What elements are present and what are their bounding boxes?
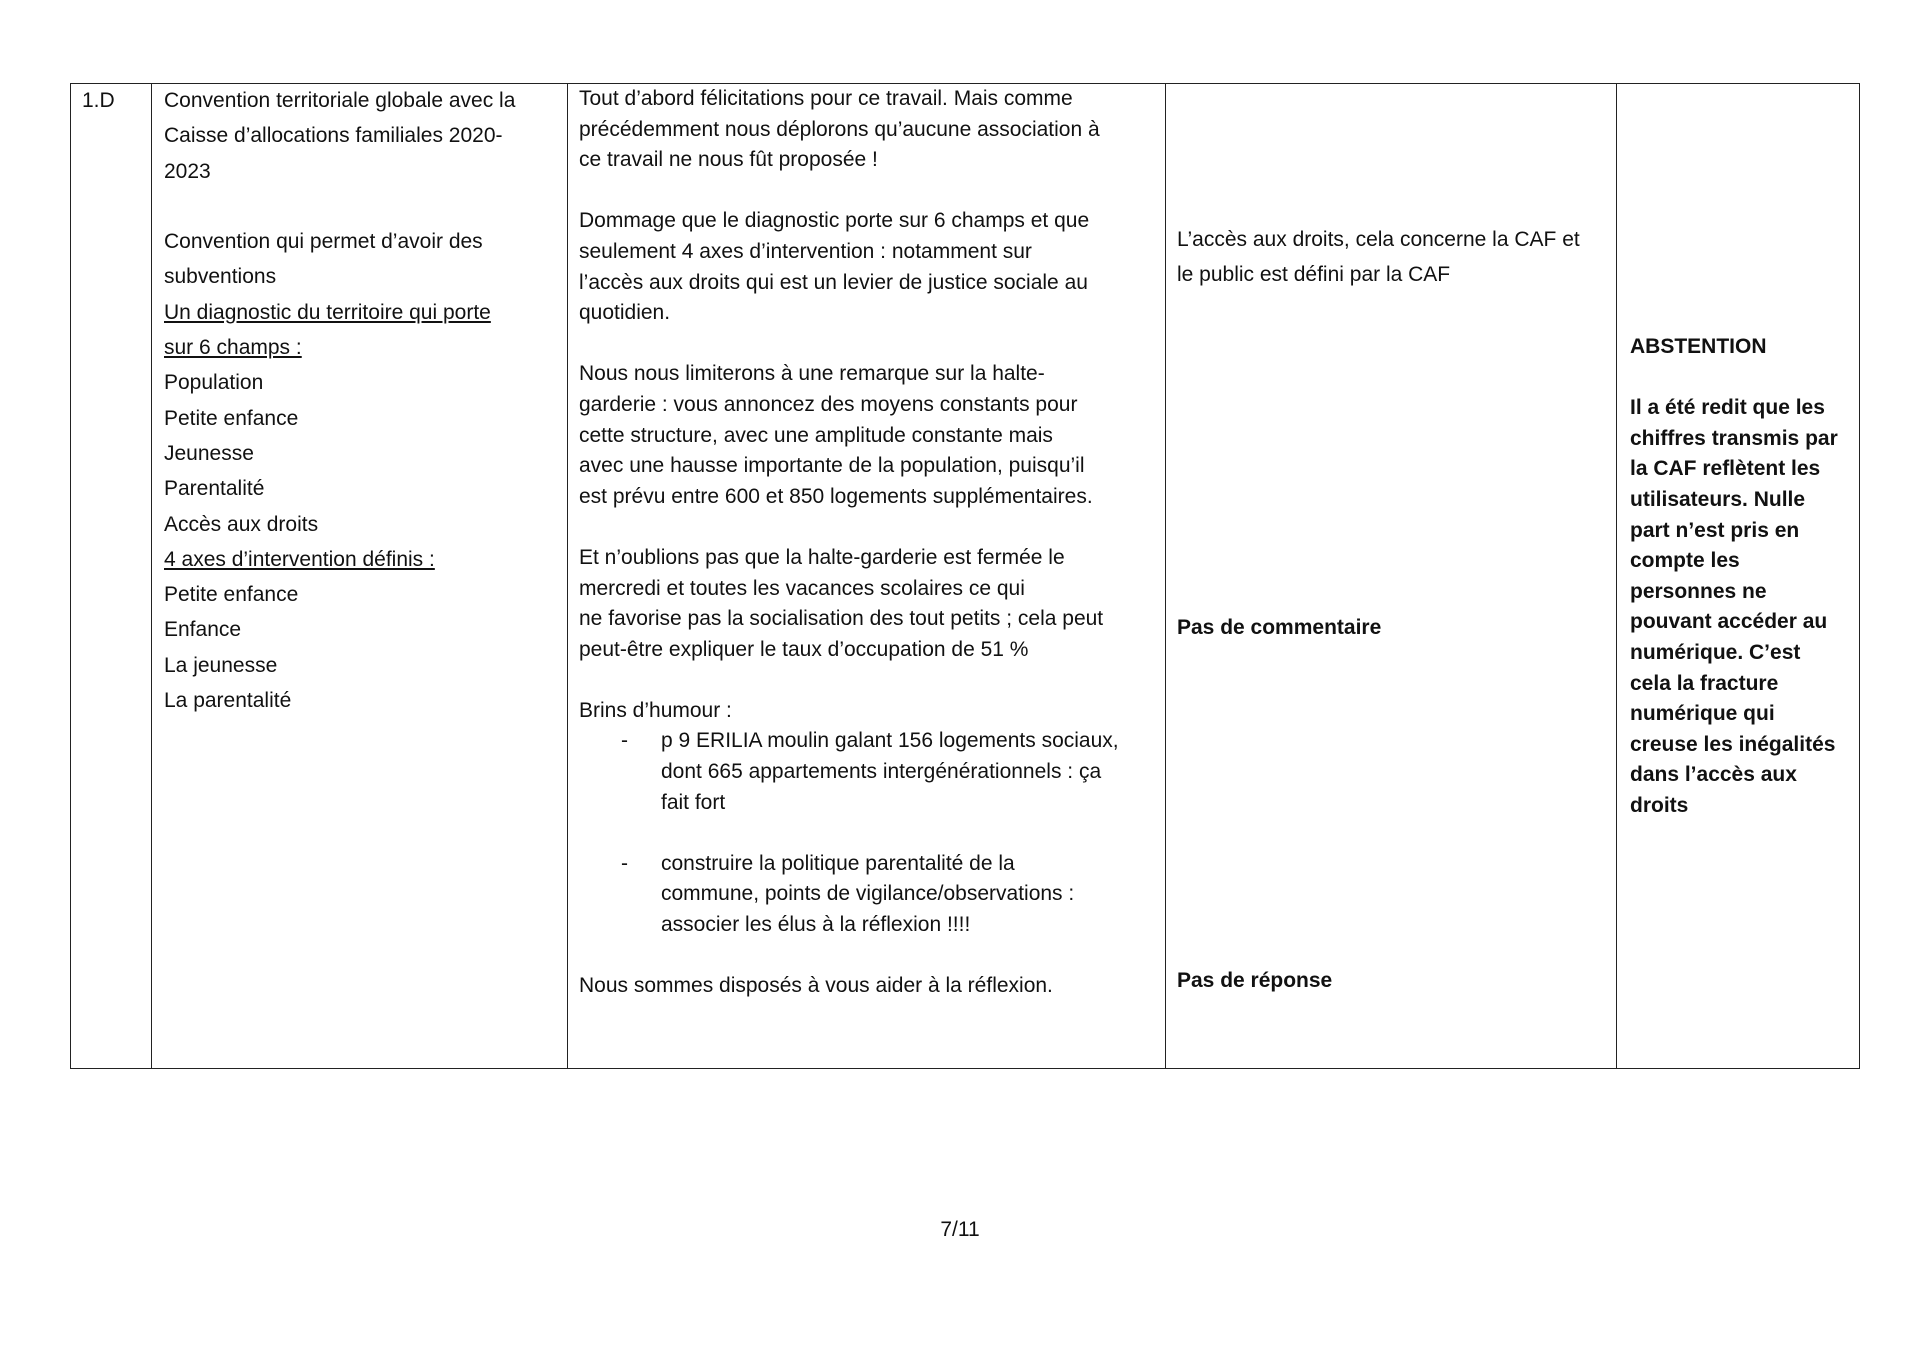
text-line [1630, 699, 1838, 730]
vote-cell [1630, 332, 1838, 822]
text-line [1630, 546, 1838, 577]
text-line [579, 941, 1119, 972]
line-text: la CAF reflètent les [1630, 457, 1821, 481]
text-line [164, 507, 515, 542]
line-text: Il a été redit que les [1630, 396, 1825, 420]
line-text: mercredi et toutes les vacances scolaires ce qui [579, 576, 1025, 600]
line-text: droits [1630, 793, 1689, 817]
no-comment-text: Pas de commentaire [1177, 616, 1382, 639]
text-line [1630, 760, 1838, 791]
line-text: Brins d’humour : [579, 698, 732, 722]
text-line [164, 118, 515, 153]
line-text: Jeunesse [164, 441, 254, 465]
line-text: cela la fracture [1630, 671, 1779, 695]
answer-no-comment [1177, 610, 1381, 645]
text-line [579, 176, 1119, 207]
line-text: précédemment nous déplorons qu’aucune association à [579, 117, 1100, 141]
column-divider [567, 83, 568, 1069]
text-line [164, 295, 515, 330]
line-text: Nous sommes disposés à vous aider à la réflexion. [579, 974, 1053, 998]
text-line [1630, 454, 1838, 485]
text-line [579, 971, 1119, 1002]
line-text: Enfance [164, 618, 242, 642]
line-text: Parentalité [164, 477, 265, 501]
row-id-cell [82, 83, 115, 118]
line-text: Convention territoriale globale avec la [164, 89, 516, 112]
line-text: La jeunesse [164, 653, 278, 677]
text-line [579, 543, 1119, 574]
text-line [579, 849, 1119, 880]
text-line [579, 390, 1119, 421]
line-text: avec une hausse importante de la population, puisqu’il [579, 454, 1085, 478]
line-text [579, 332, 585, 355]
text-line [579, 910, 1119, 941]
text-line [164, 683, 515, 718]
line-text: ABSTENTION [1630, 335, 1767, 358]
column-divider [1165, 83, 1166, 1069]
line-text: associer les élus à la réflexion !!!! [661, 913, 971, 937]
line-text: subventions [164, 265, 277, 289]
text-line [579, 726, 1119, 757]
bullet-dash: - [621, 851, 628, 875]
text-line [579, 635, 1119, 666]
row-id: 1.D [82, 89, 115, 112]
remarks-cell [579, 84, 1119, 1002]
line-text: Et n’oublions pas que la halte-garderie est fermée le [579, 545, 1065, 569]
text-line [579, 788, 1119, 819]
line-text: part n’est pris en [1630, 518, 1800, 542]
text-line [579, 359, 1119, 390]
text-line [579, 421, 1119, 452]
text-line [579, 268, 1119, 299]
line-text: 2023 [164, 159, 211, 183]
text-line [579, 696, 1119, 727]
bullet-dash: - [621, 729, 628, 753]
line-text: compte les [1630, 549, 1740, 573]
line-text: chiffres transmis par [1630, 426, 1838, 450]
text-line [579, 329, 1119, 360]
text-line [579, 451, 1119, 482]
line-text: garderie : vous annoncez des moyens constants pour [579, 392, 1078, 416]
line-text: Un diagnostic du territoire qui porte [164, 300, 491, 324]
text-line [164, 224, 515, 259]
text-line [164, 259, 515, 294]
text-line [579, 665, 1119, 696]
text-line [1630, 485, 1838, 516]
line-text [579, 515, 585, 538]
text-line [579, 84, 1119, 115]
text-line [164, 189, 515, 224]
text-line [164, 365, 515, 400]
line-text: La parentalité [164, 689, 292, 713]
text-line [579, 574, 1119, 605]
text-line [164, 542, 515, 577]
text-line [164, 471, 515, 506]
text-line [1630, 638, 1838, 669]
line-text: creuse les inégalités [1630, 732, 1836, 756]
line-text: Nous nous limiterons à une remarque sur la halte- [579, 362, 1045, 386]
answer-access-rights [1177, 222, 1580, 293]
text-line [579, 206, 1119, 237]
line-text: Population [164, 371, 264, 395]
line-text: p 9 ERILIA moulin galant 156 logements sociaux, [661, 729, 1119, 753]
line-text: l’accès aux droits qui est un levier de justice sociale au [579, 270, 1088, 294]
line-text: personnes ne [1630, 579, 1767, 603]
line-text [579, 179, 585, 202]
line-text: Accès aux droits [164, 512, 319, 536]
line-text [1630, 366, 1636, 389]
line-text: numérique qui [1630, 702, 1775, 726]
line-text: Convention qui permet d’avoir des [164, 230, 483, 254]
line-text: 4 axes d’intervention définis : [164, 547, 435, 571]
text-line [164, 330, 515, 365]
line-text: utilisateurs. Nulle [1630, 487, 1806, 511]
text-line [164, 154, 515, 189]
text-line [579, 145, 1119, 176]
line-text: est prévu entre 600 et 850 logements supplémentaires. [579, 484, 1093, 508]
text-line [1630, 730, 1838, 761]
line-text: commune, points de vigilance/observations : [661, 882, 1075, 906]
text-line [164, 401, 515, 436]
line-text: ce travail ne nous fût proposée ! [579, 148, 878, 172]
line-text: peut-être expliquer le taux d’occupation de 51 % [579, 637, 1029, 661]
text-line [579, 237, 1119, 268]
text-line [1630, 669, 1838, 700]
line-text: seulement 4 axes d’intervention : notamment sur [579, 239, 1032, 263]
line-text [579, 944, 585, 967]
line-text: dont 665 appartements intergénérationnels : ça [661, 760, 1102, 784]
line-text: ne favorise pas la socialisation des tout petits ; cela peut [579, 607, 1104, 631]
no-response-text: Pas de réponse [1177, 969, 1333, 992]
text-line [579, 512, 1119, 543]
line-text: Caisse d’allocations familiales 2020- [164, 124, 503, 148]
line-text: Tout d’abord félicitations pour ce travail. Mais comme [579, 87, 1073, 110]
text-line [1630, 332, 1838, 363]
column-divider [1616, 83, 1617, 1069]
line-text: fait fort [661, 790, 726, 814]
line-text: dans l’accès aux [1630, 763, 1797, 787]
answer-no-response [1177, 963, 1332, 998]
text-line [579, 482, 1119, 513]
answer-line: le public est défini par la CAF [1177, 263, 1451, 287]
text-line [164, 577, 515, 612]
text-line [1630, 607, 1838, 638]
text-line [164, 612, 515, 647]
line-text [164, 195, 170, 218]
line-text: Petite enfance [164, 406, 299, 430]
text-line [1630, 516, 1838, 547]
column-divider [151, 83, 152, 1069]
line-text: Petite enfance [164, 583, 299, 607]
text-line [579, 757, 1119, 788]
text-line [579, 298, 1119, 329]
text-line [1630, 791, 1838, 822]
text-line [164, 648, 515, 683]
text-line [1630, 363, 1838, 394]
text-line [1630, 393, 1838, 424]
page-number: 7/11 [940, 1218, 980, 1241]
text-line [579, 604, 1119, 635]
text-line [579, 879, 1119, 910]
line-text: Dommage que le diagnostic porte sur 6 champs et que [579, 209, 1090, 233]
text-line [164, 436, 515, 471]
text-line [1630, 424, 1838, 455]
text-line [579, 818, 1119, 849]
line-text: construire la politique parentalité de la [661, 851, 1015, 875]
text-line [1630, 577, 1838, 608]
line-text: cette structure, avec une amplitude constante mais [579, 423, 1053, 447]
line-text [579, 668, 585, 691]
subject-cell [164, 83, 515, 718]
text-line [579, 115, 1119, 146]
line-text: sur 6 champs : [164, 336, 302, 360]
answer-line: L’accès aux droits, cela concerne la CAF et [1177, 228, 1580, 251]
line-text: quotidien. [579, 301, 671, 325]
line-text [579, 821, 585, 844]
line-text: numérique. C’est [1630, 640, 1801, 664]
text-line [164, 83, 515, 118]
line-text: pouvant accéder au [1630, 610, 1828, 634]
